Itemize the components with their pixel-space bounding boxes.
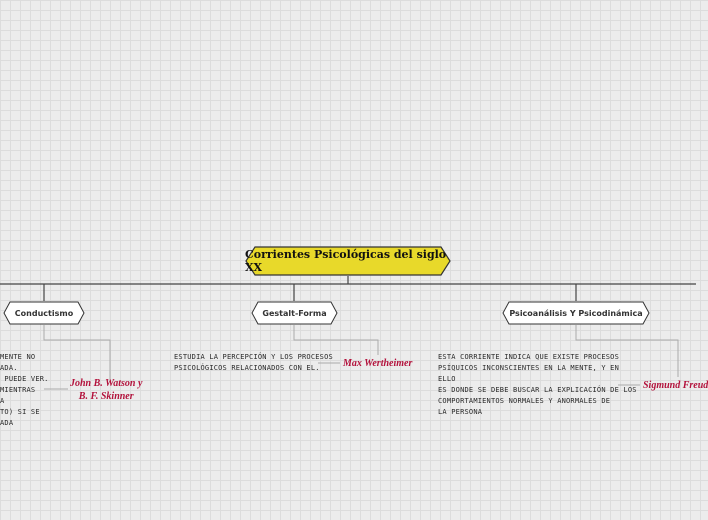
topic-conductismo[interactable] xyxy=(3,301,85,325)
topic-psicoanalisis-label: Psicoanálisis Y Psicodinámica xyxy=(509,308,643,318)
topic-gestalt-label: Gestalt-Forma xyxy=(262,308,327,318)
topic-conductismo-label: Conductismo xyxy=(14,308,74,318)
topic-gestalt[interactable] xyxy=(251,301,338,325)
root-topic-label: Corrientes Psicológicas del siglo XX xyxy=(245,248,447,274)
root-topic[interactable] xyxy=(245,246,451,276)
description-psicoanalisis: ESTA CORRIENTE INDICA QUE EXISTE PROCESOS PSÍQUICOS INCONSCIENTES EN LA MENTE, Y EN ELLO ES DONDE SE DEBE BUSCAR LA EXPLICACIÓN DE LOS COMPORTAMIENTOS NORMALES Y ANORMALES DE LA PERSONA xyxy=(438,353,637,416)
topic-psicoanalisis[interactable] xyxy=(502,301,650,325)
author-conductismo[interactable]: John B. Watson y B. F. Skinner xyxy=(70,378,143,402)
author-psicoanalisis[interactable]: Sigmund Freud xyxy=(643,380,708,391)
author-gestalt[interactable]: Max Wertheimer xyxy=(343,358,413,369)
sub-connector-conductismo xyxy=(44,325,110,380)
description-conductismo: MENTE NO ADA. PUEDE VER. MIENTRAS A TO) SI SE ADA xyxy=(0,353,49,427)
description-gestalt: ESTUDIA LA PERCEPCIÓN Y LOS PROCESOS PSICOLÓGICOS RELACIONADOS CON EL. xyxy=(174,353,333,372)
sub-connector-gestalt xyxy=(294,325,378,355)
